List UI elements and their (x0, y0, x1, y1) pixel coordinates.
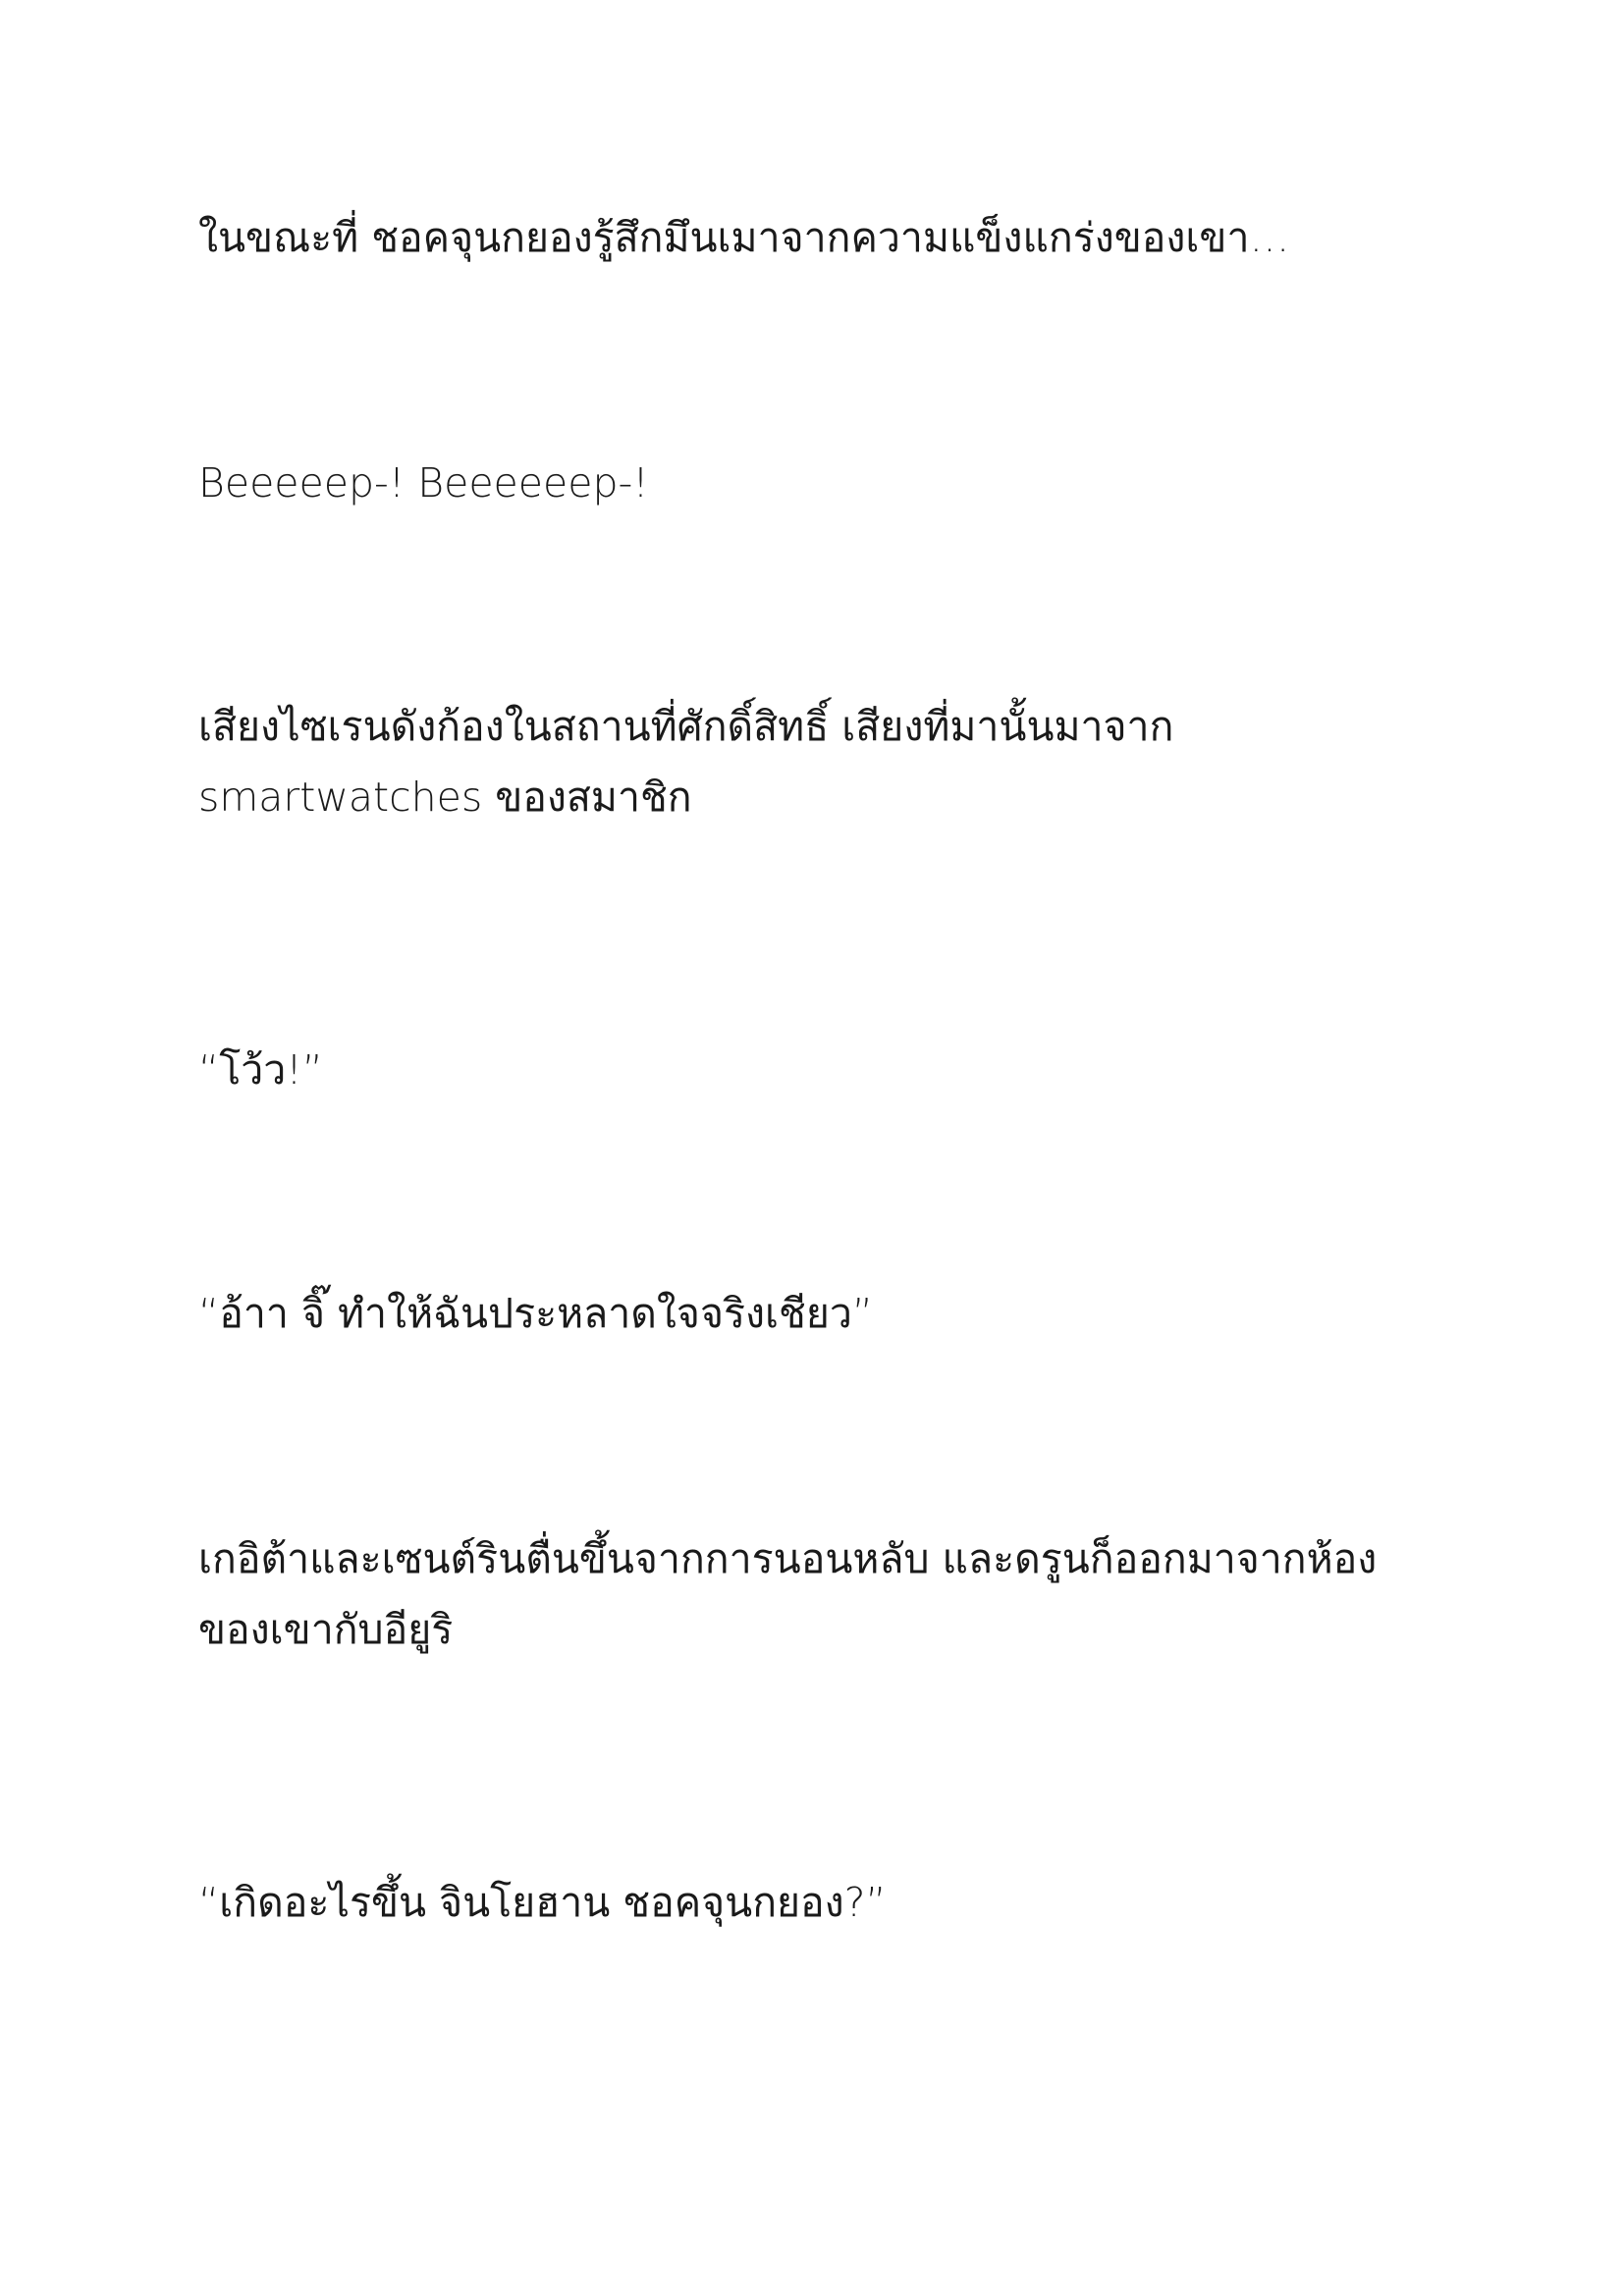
paragraph-line: “เกิดอะไรขึ้น จินโยฮาน ชอคจุนกยอง?” (198, 1879, 887, 1926)
paragraph-narration-1 (198, 202, 1475, 273)
paragraph-sound-effect (198, 448, 1475, 518)
paragraph-dialogue-1 (198, 1035, 1475, 1105)
paragraph-line: เสียงไซเรนดังก้องในสถานที่ศักดิ์สิทธิ์ เสียงที่มานั้นมาจาก (198, 703, 1174, 750)
paragraph-dialogue-3 (198, 1867, 1475, 1938)
paragraph-line: “อ้าา จิ๊ ทำให้ฉันประหลาดใจจริงเชียว” (198, 1290, 874, 1337)
paragraph-narration-3 (198, 1523, 1475, 1665)
paragraph-line: เกอิต้าและเซนต์รินตื่นขึ้นจากการนอนหลับ และดรูนก็ออกมาจากห้อง (198, 1535, 1378, 1582)
paragraph-line: ของเขากับอียูริ (198, 1606, 454, 1653)
paragraph-line: ในขณะที่ ชอคจุนกยองรู้สึกมึนเมาจากความแข็งแกร่งของเขา… (198, 214, 1290, 261)
paragraph-narration-2 (198, 691, 1475, 832)
paragraph-dialogue-2 (198, 1278, 1475, 1349)
paragraph-line: Beeeeep-! Beeeeeep-! (198, 459, 649, 507)
paragraph-line: “โว้ว!” (198, 1046, 323, 1094)
paragraph-line: smartwatches ของสมาชิก (198, 774, 692, 821)
